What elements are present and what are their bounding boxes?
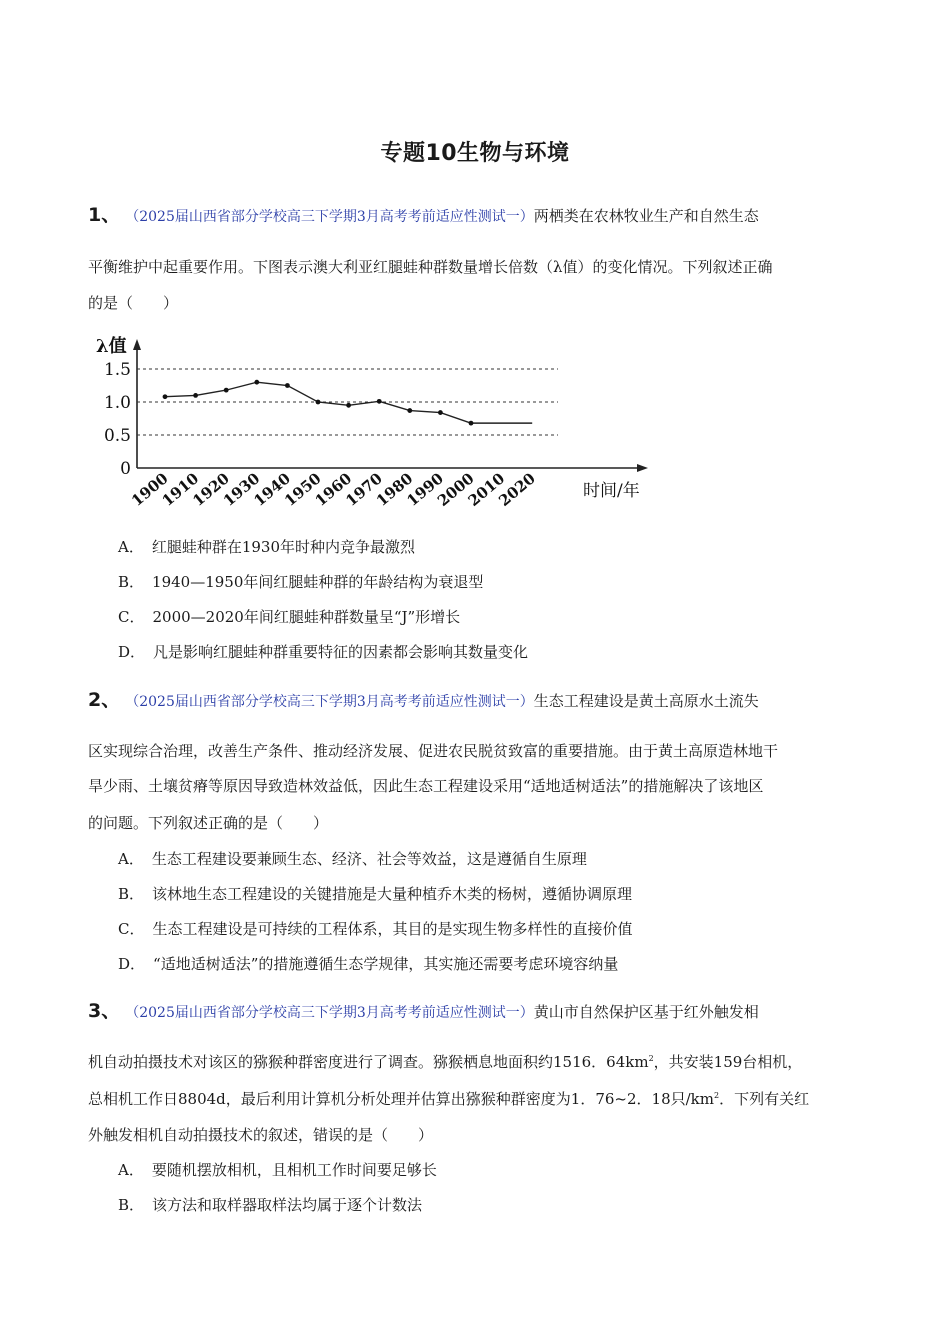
- x-tick-label: 1930: [219, 469, 264, 510]
- x-tick-label: 1980: [372, 469, 417, 510]
- question-1-line-1: [88, 205, 868, 227]
- option-text: 红腿蛙种群在1930年时种内竞争最激烈: [151, 538, 416, 556]
- x-tick-label: 2010: [464, 469, 509, 510]
- option-text: 1940—1950年间红腿蛙种群的年龄结构为衰退型: [152, 573, 484, 591]
- option-d[interactable]: [118, 954, 618, 974]
- data-point: [407, 408, 412, 413]
- superscript: 2: [713, 1091, 720, 1100]
- option-b[interactable]: [118, 572, 483, 592]
- question-stem-text: 两栖类在农林牧业生产和自然生态: [533, 207, 759, 225]
- option-text: 凡是影响红腿蛙种群重要特征的因素都会影响其数量变化: [153, 643, 529, 661]
- y-tick-label: 1.0: [103, 393, 131, 413]
- page-title: 专题10生物与环境: [380, 141, 570, 166]
- y-tick-label: 0.5: [103, 426, 131, 446]
- option-label: C．: [118, 920, 145, 938]
- data-point: [193, 393, 198, 398]
- x-tick-label: 1910: [158, 469, 203, 510]
- question-source: （2025届山西省部分学校高三下学期3月高考考前适应性测试一）: [132, 209, 534, 225]
- data-point: [285, 383, 290, 388]
- option-label: D．: [118, 955, 146, 973]
- option-text: 该方法和取样器取样法均属于逐个计数法: [152, 1196, 423, 1214]
- question-stem-text: 黄山市自然保护区基于红外触发相: [533, 1003, 759, 1021]
- question-1-line-2: 平衡维护中起重要作用。下图表示澳大利亚红腿蛙种群数量增长倍数（λ值）的变化情况。下列叙述正确: [88, 258, 773, 276]
- option-label: A．: [118, 1161, 144, 1179]
- option-text: 2000—2020年间红腿蛙种群数量呈“J”形增长: [152, 608, 461, 626]
- question-2-line-2: 区实现综合治理，改善生产条件、推动经济发展、促进农民脱贫致富的重要措施。由于黄土高原造林地干: [88, 742, 779, 760]
- option-d[interactable]: [118, 642, 528, 662]
- option-label: B．: [118, 885, 145, 903]
- series-line: [165, 382, 532, 423]
- question-number: 1、: [88, 204, 121, 226]
- stem-text: ．下列有关红: [719, 1090, 810, 1108]
- x-tick-label: 1960: [311, 469, 356, 510]
- option-text: 生态工程建设是可持续的工程体系，其目的是实现生物多样性的直接价值: [152, 920, 633, 938]
- stem-text: ，共安装159台相机，: [653, 1053, 803, 1071]
- question-stem-text: 生态工程建设是黄土高原水土流失: [533, 692, 759, 710]
- option-text: 生态工程建设要兼顾生态、经济、社会等效益，这是遵循自生原理: [151, 850, 587, 868]
- option-c[interactable]: [118, 607, 460, 627]
- option-text: 该林地生态工程建设的关键措施是大量种植乔木类的杨树，遵循协调原理: [152, 885, 633, 903]
- option-text: 要随机摆放相机，且相机工作时间要足够长: [151, 1161, 437, 1179]
- question-3-line-4: 外触发相机自动拍摄技术的叙述，错误的是（ ）: [88, 1126, 434, 1144]
- stem-text: 机自动拍摄技术对该区的猕猴种群密度进行了调查。猕猴栖息地面积约1516．64km: [88, 1053, 649, 1071]
- x-tick-label: 1920: [189, 469, 233, 510]
- x-axis-label: 时间/年: [583, 481, 640, 501]
- question-3-line-3: [88, 1089, 868, 1109]
- data-point: [469, 421, 474, 426]
- x-axis-arrow: [637, 464, 648, 472]
- x-tick-label: 1990: [403, 469, 447, 510]
- question-number: 2、: [88, 689, 121, 711]
- option-label: C．: [118, 608, 145, 626]
- option-a[interactable]: [118, 1160, 437, 1180]
- question-3-line-1: [88, 1001, 868, 1023]
- question-2-line-3: 旱少雨、土壤贫瘠等原因导致造林效益低，因此生态工程建设采用“适地适树适法”的措施解决了该地区: [88, 777, 764, 795]
- x-tick-label: 2020: [495, 469, 539, 510]
- stem-text: 总相机工作日8804d，最后利用计算机分析处理并估算出猕猴种群密度为1．76~2．18只/km: [88, 1090, 714, 1108]
- x-tick-label: 1940: [250, 469, 294, 510]
- data-point: [438, 410, 443, 415]
- option-label: D．: [118, 643, 146, 661]
- option-label: A．: [118, 850, 144, 868]
- y-axis-arrow: [133, 339, 141, 350]
- option-a[interactable]: [118, 537, 415, 557]
- option-label: A．: [118, 538, 144, 556]
- question-2-line-4: 的问题。下列叙述正确的是（ ）: [88, 814, 329, 832]
- data-point: [163, 394, 168, 399]
- data-point: [377, 399, 382, 404]
- data-point: [224, 388, 229, 393]
- question-number: 3、: [88, 1000, 121, 1022]
- option-c[interactable]: [118, 919, 633, 939]
- y-axis-label: λ值: [96, 336, 127, 357]
- question-1-line-3: 的是（ ）: [88, 294, 179, 312]
- x-tick-label: 1950: [281, 469, 325, 510]
- option-b[interactable]: [118, 884, 632, 904]
- question-source: （2025届山西省部分学校高三下学期3月高考考前适应性测试一）: [132, 694, 534, 710]
- option-label: B．: [118, 1196, 145, 1214]
- x-tick-label: 1900: [128, 469, 172, 510]
- option-a[interactable]: [118, 849, 587, 869]
- lambda-line-chart: [88, 330, 668, 515]
- superscript: 2: [648, 1054, 654, 1063]
- data-point: [316, 400, 321, 405]
- option-label: B．: [118, 573, 145, 591]
- question-source: （2025届山西省部分学校高三下学期3月高考考前适应性测试一）: [132, 1005, 534, 1021]
- option-text: “适地适树适法”的措施遵循生态学规律，其实施还需要考虑环境容纳量: [153, 955, 619, 973]
- data-point: [254, 380, 259, 385]
- data-point: [346, 403, 351, 408]
- question-2-line-1: [88, 690, 868, 712]
- x-tick-label: 1970: [342, 469, 386, 510]
- y-tick-label: 0: [120, 459, 131, 479]
- y-tick-label: 1.5: [103, 360, 131, 380]
- x-tick-label: 2000: [434, 469, 478, 510]
- question-3-line-2: [88, 1052, 868, 1072]
- option-b[interactable]: [118, 1195, 422, 1215]
